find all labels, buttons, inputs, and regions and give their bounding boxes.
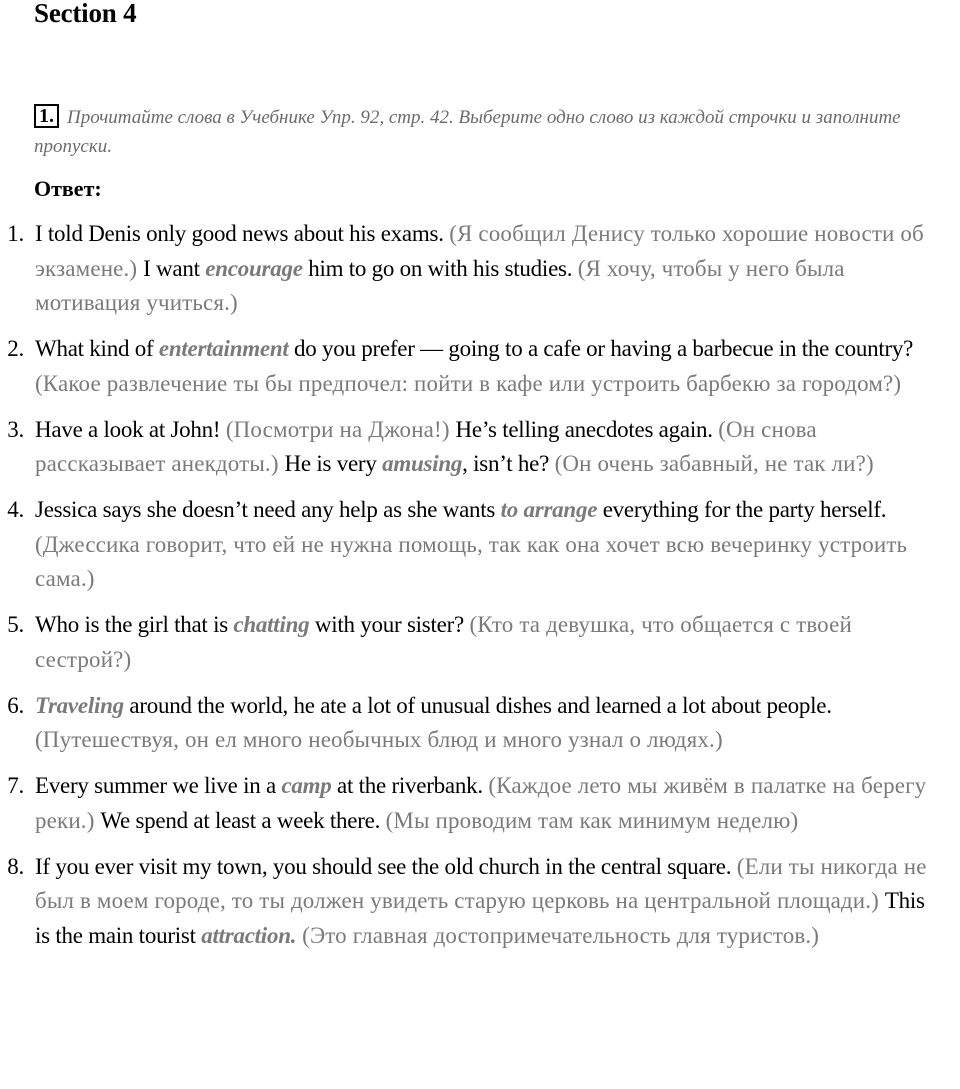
sentence-text: Have a look at John! bbox=[35, 416, 226, 442]
sentence-text: What kind of bbox=[35, 336, 159, 361]
item-number: 2. bbox=[7, 336, 24, 361]
list-item bbox=[0, 689, 960, 758]
answer-word: attraction. bbox=[201, 922, 297, 948]
translation-text: (Это главная достопримечательность для туристов.) bbox=[296, 922, 820, 948]
sentence-text: I want bbox=[143, 255, 206, 281]
answer-word: Traveling bbox=[35, 692, 124, 718]
list-item bbox=[0, 850, 960, 954]
answer-word: encourage bbox=[205, 255, 303, 281]
translation-text: (Джессика говорит, что ей не нужна помощь, так как она хочет всю вечеринку устроить сама.) bbox=[35, 531, 908, 591]
answer-word: to arrange bbox=[500, 497, 598, 522]
sentence-text: If you ever visit my town, you should see the old church in the central square. bbox=[35, 853, 737, 879]
item-number: 8. bbox=[7, 853, 24, 879]
sentence-text: This is the main tourist bbox=[35, 888, 925, 948]
translation-text: (Мы проводим там как минимум неделю) bbox=[385, 807, 799, 833]
sentence-text: Jessica says she doesn’t need any help as she wants bbox=[35, 497, 501, 522]
sentence-text: at the riverbank. bbox=[331, 773, 489, 798]
sentence-text: I told Denis only good news about his exams. bbox=[35, 221, 450, 246]
translation-text: (Посмотри на Джона!) bbox=[225, 416, 456, 442]
translation-text: (Я хочу, чтобы у него была мотивация учиться.) bbox=[35, 255, 845, 315]
list-item bbox=[0, 217, 960, 321]
item-number: 3. bbox=[7, 416, 24, 442]
task-number: 1. bbox=[34, 104, 59, 128]
list-item bbox=[0, 769, 960, 838]
list-item bbox=[0, 332, 960, 401]
answer-word: entertainment bbox=[158, 336, 289, 361]
translation-text: (Какое развлечение ты бы предпочел: пойти в кафе или устроить барбекю за городом?) bbox=[35, 370, 902, 396]
task-instruction bbox=[34, 103, 914, 161]
sentence-text: him to go on with his studies. bbox=[302, 255, 578, 281]
item-number: 7. bbox=[7, 773, 24, 798]
sentence-text: do you prefer — going to a cafe or having a barbecue in the country? bbox=[288, 336, 914, 361]
sentence-text: He’s telling anecdotes again. bbox=[455, 416, 719, 442]
answer-word: camp bbox=[281, 773, 332, 798]
answer-list bbox=[0, 217, 960, 965]
sentence-text: We spend at least a week there. bbox=[100, 807, 386, 833]
sentence-text: Every summer we live in a bbox=[35, 773, 282, 798]
answer-label: Ответ: bbox=[34, 176, 102, 201]
translation-text: (Путешествуя, он ел много необычных блюд и много узнал о людях.) bbox=[35, 727, 723, 752]
item-number: 5. bbox=[7, 612, 24, 637]
list-item bbox=[0, 608, 960, 677]
sentence-text: around the world, he ate a lot of unusual dishes and learned a lot about people. bbox=[123, 692, 832, 718]
list-item bbox=[0, 493, 960, 597]
answer-word: chatting bbox=[233, 612, 310, 637]
translation-text: (Ели ты никогда не был в моем городе, то ты должен увидеть старую церковь на центральной площади.) bbox=[35, 853, 927, 913]
section-title: Section 4 bbox=[34, 0, 137, 28]
sentence-text: Who is the girl that is bbox=[35, 612, 234, 637]
translation-text: (Он снова рассказывает анекдоты.) bbox=[35, 416, 817, 476]
translation-text: (Он очень забавный, не так ли?) bbox=[554, 451, 874, 476]
translation-text: (Каждое лето мы живём в палатке на берегу реки.) bbox=[35, 773, 927, 833]
sentence-text: , isn’t he? bbox=[462, 451, 555, 476]
translation-text: (Кто та девушка, что общается с твоей сестрой?) bbox=[35, 612, 852, 672]
item-number: 6. bbox=[7, 692, 24, 718]
sentence-text: with your sister? bbox=[309, 612, 470, 637]
translation-text: (Я сообщил Денису только хорошие новости об экзамене.) bbox=[35, 221, 924, 281]
answer-word: amusing bbox=[382, 451, 463, 476]
item-number: 4. bbox=[7, 497, 24, 522]
sentence-text: everything for the party herself. bbox=[597, 497, 887, 522]
item-number: 1. bbox=[7, 221, 24, 246]
task-instruction-text: Прочитайте слова в Учебнике Упр. 92, стр. 42. Выберите одно слово из каждой строчки и заполните пропуски. bbox=[34, 107, 901, 157]
list-item bbox=[0, 413, 960, 482]
sentence-text: He is very bbox=[284, 451, 383, 476]
